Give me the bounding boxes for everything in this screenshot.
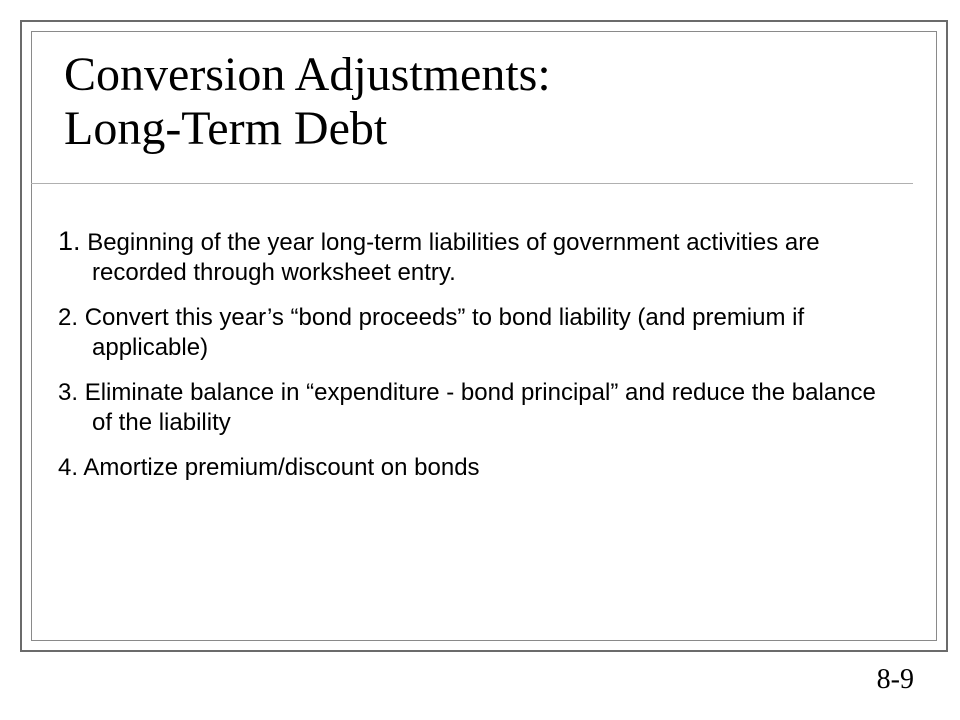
list-item-text: Beginning of the year long-term liabilities of government activities are recorded through worksheet entry. [87, 229, 820, 286]
list-item [58, 303, 898, 363]
list-item-text: Eliminate balance in “expenditure - bond principal” and reduce the balance of the liability [84, 379, 876, 436]
list-item-number: 3. [58, 379, 79, 406]
list-item-number: 1. [58, 226, 81, 256]
adjustment-list [58, 226, 898, 498]
list-item [58, 453, 898, 483]
list-item-text: Amortize premium/discount on bonds [83, 454, 480, 481]
title-line-1: Conversion Adjustments: [64, 48, 551, 101]
title-divider [31, 183, 913, 184]
list-item [58, 378, 898, 438]
list-item-number: 2. [58, 304, 79, 331]
list-item [58, 226, 898, 288]
list-item-number: 4. [58, 454, 79, 481]
slide-number: 8-9 [876, 664, 914, 695]
title-line-2: Long-Term Debt [64, 102, 388, 155]
list-item-text: Convert this year’s “bond proceeds” to bond liability (and premium if applicable) [84, 304, 805, 361]
slide-title [64, 48, 551, 156]
